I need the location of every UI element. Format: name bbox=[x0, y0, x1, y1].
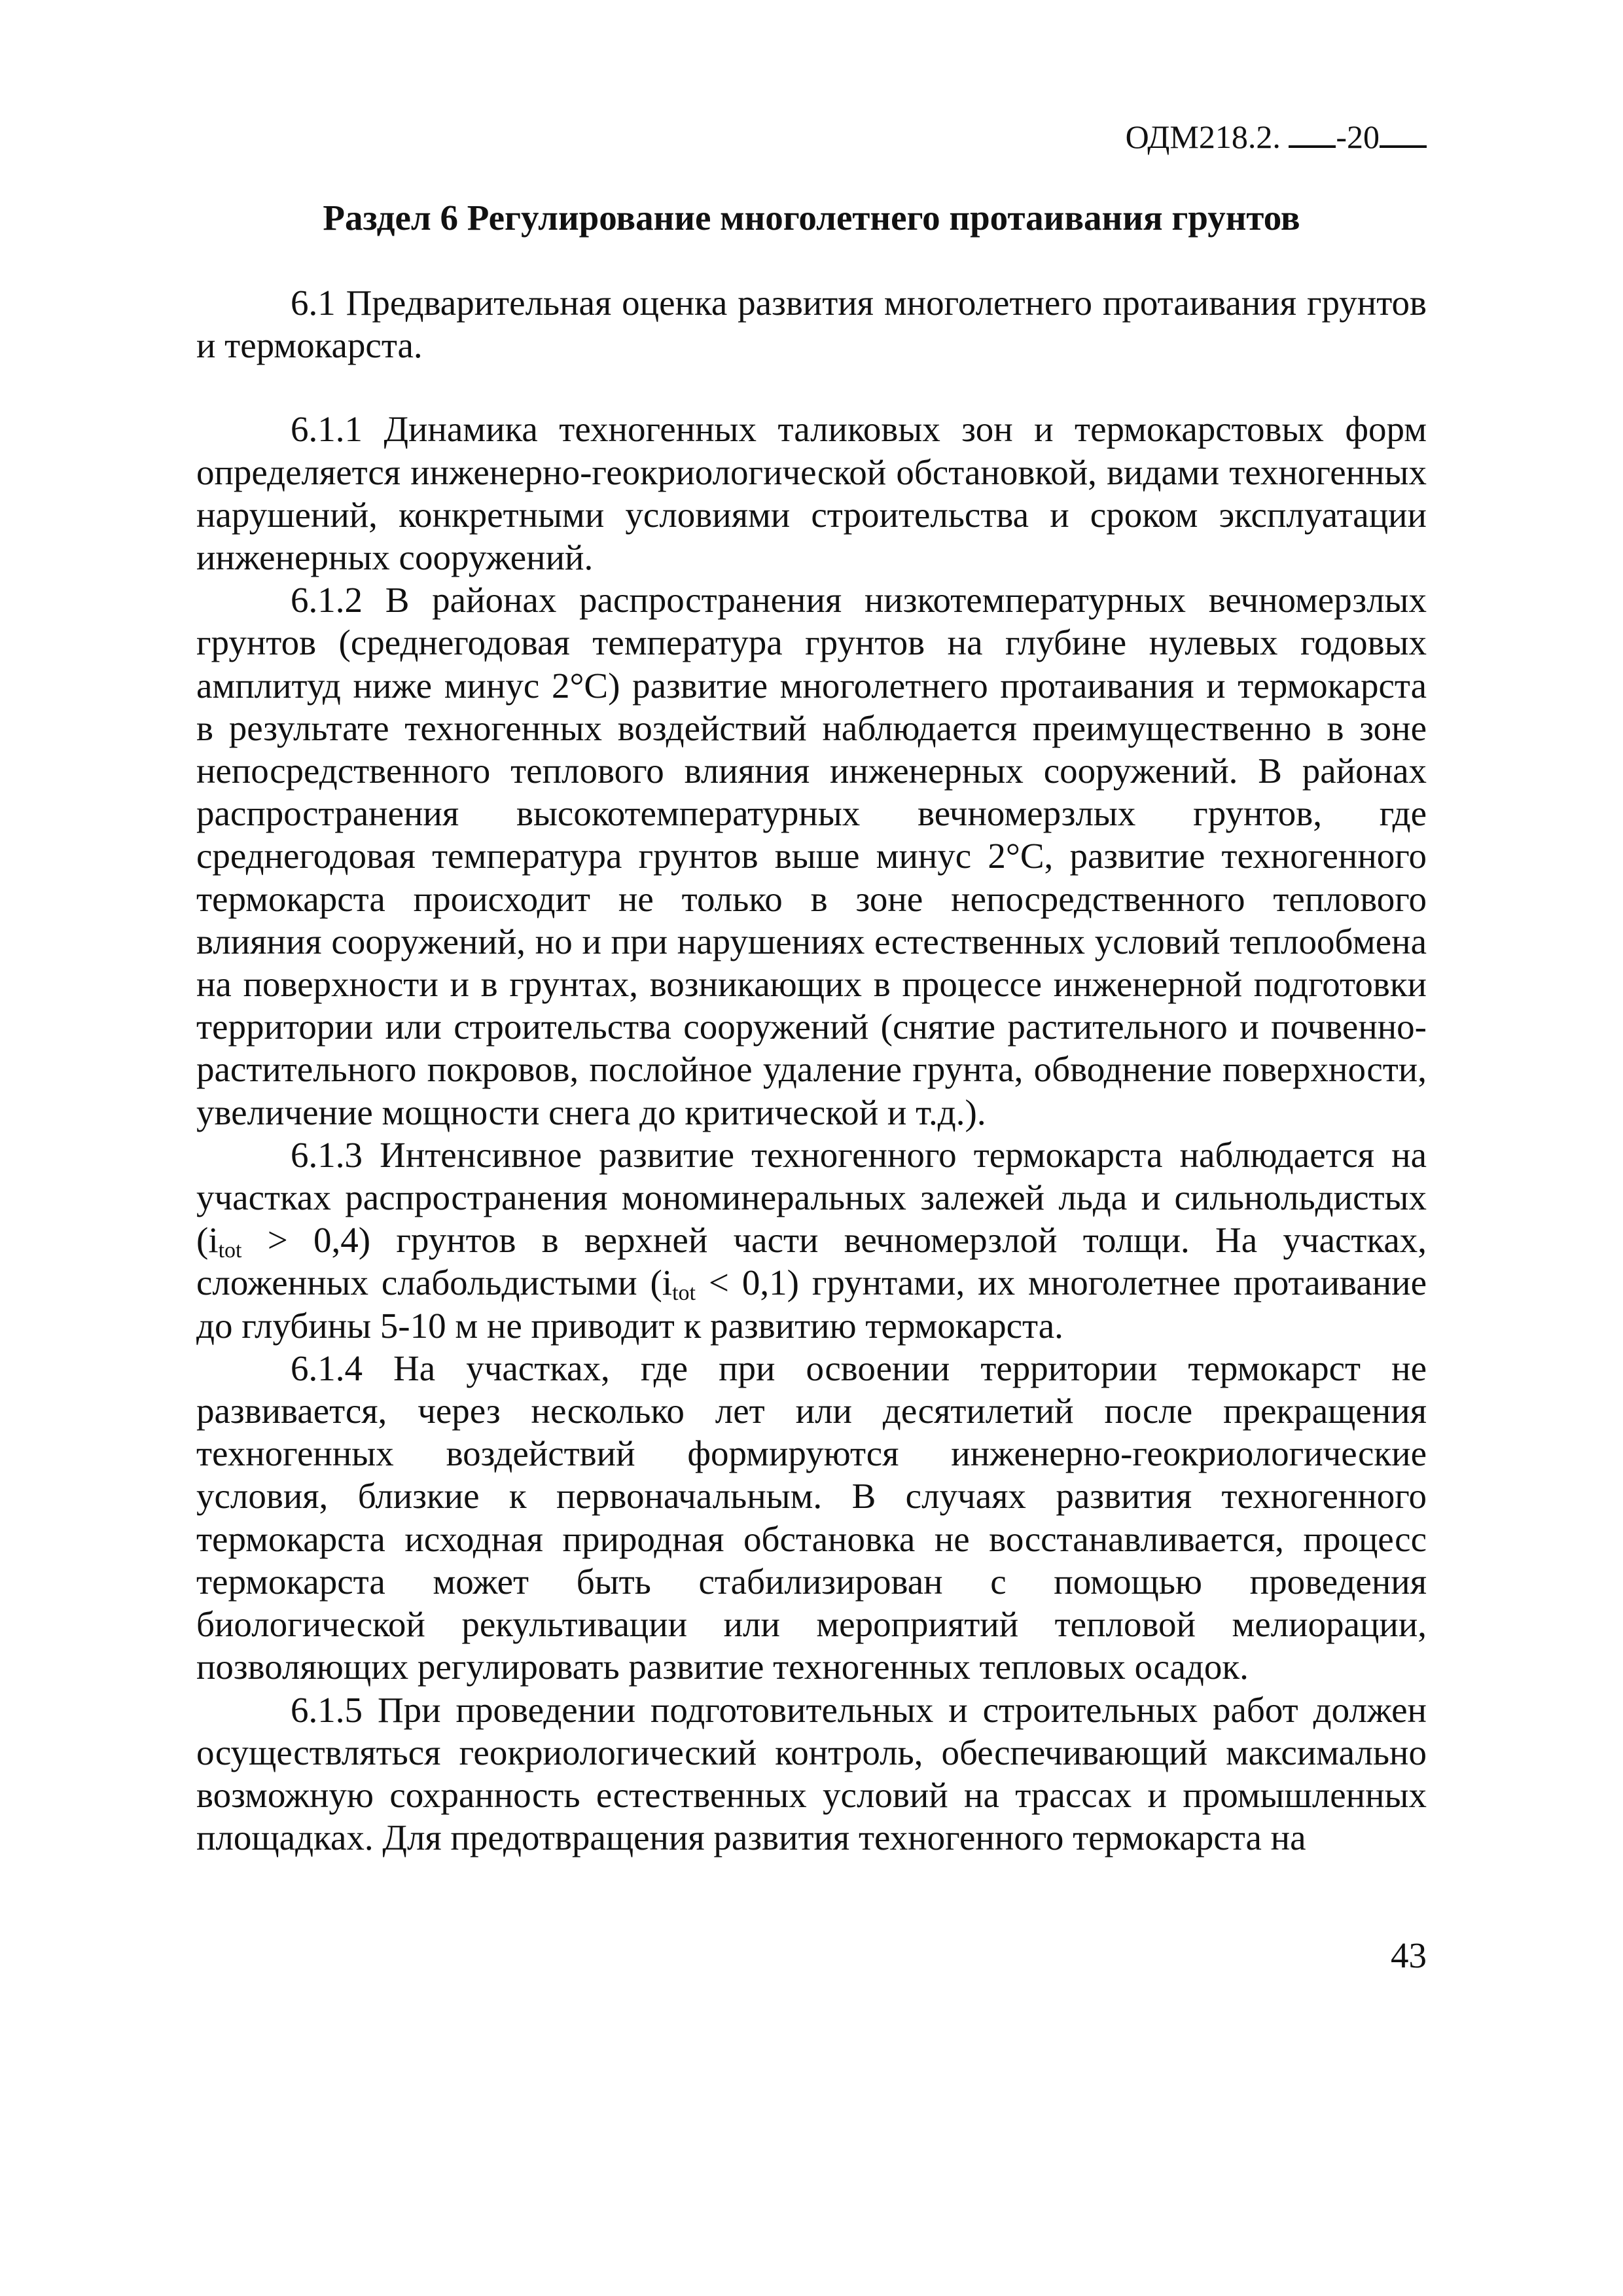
document-code-year: -20 bbox=[1336, 118, 1380, 155]
paragraph-6-1-3-part2: > 0,4) грунтов в верхней части вечномерзлой толщи. На участках, сложенных слабольдистыми (i bbox=[196, 1220, 1427, 1303]
ice-content-subscript: tot bbox=[672, 1281, 696, 1306]
document-code-blank-year bbox=[1380, 117, 1427, 148]
paragraph-6-1-2: 6.1.2 В районах распространения низкотемпературных вечномерзлых грунтов (среднегодовая температура грунтов на глубине нулевых годовых амплитуд ниже минус 2°С) развитие многолетнего протаивания и термокарста в результате техногенных воздействий наблюдается преимущественно в зоне непосредственного теплового влияния инженерных сооружений. В районах распространения высокотемпературных вечномерзлых грунтов, где среднегодовая температура грунтов выше минус 2°С, развитие техногенного термокарста происходит не только в зоне непосредственного теплового влияния сооружений, но и при нарушениях естественных условий теплообмена на поверхности и в грунтах, возникающих в процессе инженерной подготовки территории или строительства сооружений (снятие растительного и почвенно-растительного покровов, послойное удаление грунта, обводнение поверхности, увеличение мощности снега до критической и т.д.). bbox=[196, 580, 1427, 1132]
paragraph-6-1: 6.1 Предварительная оценка развития многолетнего протаивания грунтов и термокарста. bbox=[196, 283, 1427, 366]
paragraph-6-1-3-part1: 6.1.3 Интенсивное развитие техногенного термокарста наблюдается на участках распространения мономинеральных залежей льда и сильнольдистых (i bbox=[196, 1134, 1427, 1261]
paragraph-6-1-3 bbox=[196, 1134, 1427, 1347]
paragraph-6-1-4: 6.1.4 На участках, где при освоении территории термокарст не развивается, через несколько лет или десятилетий после прекращения техногенных воздействий формируются инженерно-геокриологические условия, близкие к первоначальным. В случаях развития техногенного термокарста исходная природная обстановка не восстанавливается, процесс термокарста может быть стабилизирован с помощью проведения биологической рекультивации или мероприятий тепловой мелиорации, позволяющих регулировать развитие техногенных тепловых осадок. bbox=[196, 1348, 1427, 1687]
page-number: 43 bbox=[1391, 1935, 1427, 1975]
document-body bbox=[196, 281, 1427, 1859]
document-code bbox=[1126, 117, 1427, 156]
paragraph-6-1-5: 6.1.5 При проведении подготовительных и строительных работ должен осуществляться геокриологический контроль, обеспечивающий максимально возможную сохранность естественных условий на трассах и промышленных площадках. Для предотвращения развития техногенного термокарста на bbox=[196, 1689, 1427, 1858]
document-code-blank-number bbox=[1289, 117, 1336, 148]
document-code-prefix: ОДМ218.2. bbox=[1125, 118, 1281, 155]
ice-content-subscript: tot bbox=[218, 1238, 242, 1263]
section-title: Раздел 6 Регулирование многолетнего протаивания грунтов bbox=[323, 198, 1300, 238]
paragraph-6-1-1: 6.1.1 Динамика техногенных таликовых зон и термокарстовых форм определяется инженерно-геокриологической обстановкой, видами техногенных нарушений, конкретными условиями строительства и сроком эксплуатации инженерных сооружений. bbox=[196, 409, 1427, 578]
paragraph-6-1-3-part3: < 0,1) грунтами, их многолетнее протаивание до глубины 5-10 м не приводит к развитию термокарста. bbox=[196, 1263, 1427, 1346]
